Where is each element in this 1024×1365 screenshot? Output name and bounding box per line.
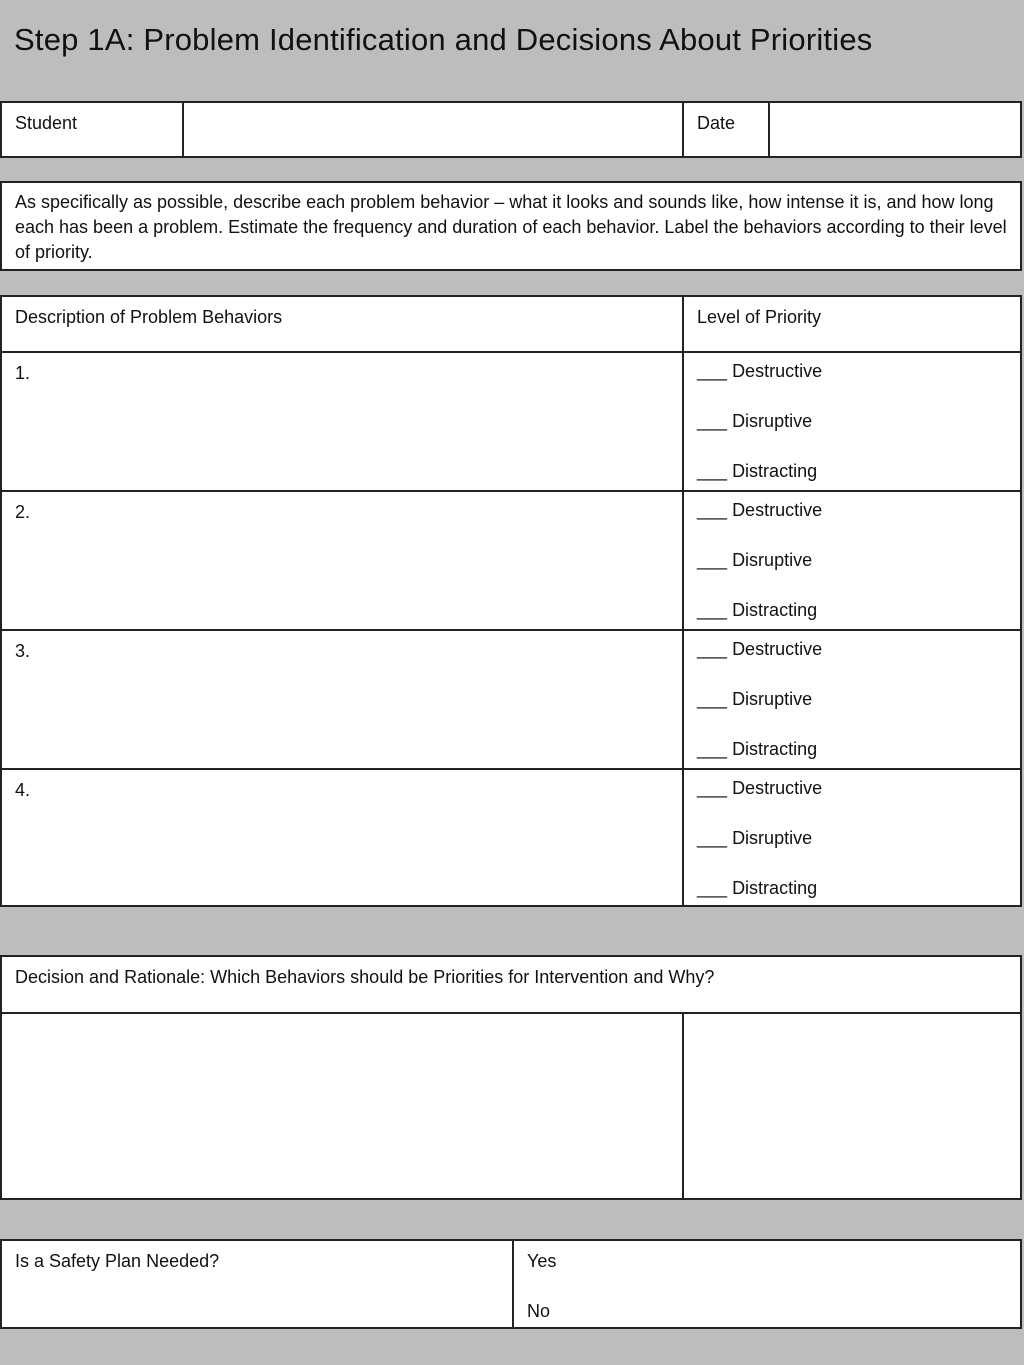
student-label: Student	[15, 113, 78, 133]
page-title: Step 1A: Problem Identification and Decisions About Priorities	[14, 22, 873, 57]
instructions-box	[0, 181, 1022, 271]
priority-column-header: Level of Priority	[697, 307, 822, 327]
date-label: Date	[697, 113, 736, 133]
behavior-row-1-description[interactable]	[2, 353, 682, 490]
priority-option-distracting[interactable]: ___ Distracting	[697, 600, 818, 620]
behavior-row-4-priority	[684, 770, 1020, 905]
behavior-row-2-description[interactable]	[2, 492, 682, 629]
priority-option-distracting[interactable]: ___ Distracting	[697, 878, 818, 898]
safety-plan-box	[0, 1239, 1022, 1329]
behavior-row-3-priority	[684, 631, 1020, 768]
priority-option-disruptive[interactable]: ___ Disruptive	[697, 828, 813, 848]
priority-option-disruptive[interactable]: ___ Disruptive	[697, 689, 813, 709]
instructions-text: As specifically as possible, describe each problem behavior – what it looks and sounds like, how intense it is, and how long each has been a problem. Estimate the frequency and duration of each behavior. Label the behaviors according to their level of priority.	[15, 192, 1007, 262]
behavior-row-1-priority	[684, 353, 1020, 490]
behaviors-table	[0, 295, 1022, 907]
priority-option-distracting[interactable]: ___ Distracting	[697, 739, 818, 759]
date-field[interactable]	[770, 103, 1020, 156]
behavior-row-4-description[interactable]	[2, 770, 682, 905]
priority-option-destructive[interactable]: ___ Destructive	[697, 500, 823, 520]
safety-plan-question: Is a Safety Plan Needed?	[15, 1251, 220, 1271]
priority-option-distracting[interactable]: ___ Distracting	[697, 461, 818, 481]
safety-plan-options	[514, 1241, 1020, 1327]
decision-rationale-field[interactable]	[684, 1014, 1020, 1198]
decision-box	[0, 955, 1022, 1200]
priority-option-destructive[interactable]: ___ Destructive	[697, 639, 823, 659]
priority-option-destructive[interactable]: ___ Destructive	[697, 778, 823, 798]
row-number: 4.	[15, 780, 31, 800]
safety-option-yes[interactable]: Yes	[527, 1251, 557, 1271]
behavior-row-3-description[interactable]	[2, 631, 682, 768]
safety-option-no[interactable]: No	[527, 1301, 551, 1321]
priority-option-disruptive[interactable]: ___ Disruptive	[697, 411, 813, 431]
row-number: 1.	[15, 363, 31, 383]
decision-heading: Decision and Rationale: Which Behaviors should be Priorities for Intervention and Why?	[15, 967, 715, 987]
student-field[interactable]	[184, 103, 682, 156]
row-number: 2.	[15, 502, 31, 522]
description-column-header: Description of Problem Behaviors	[15, 307, 283, 327]
behavior-row-2-priority	[684, 492, 1020, 629]
priority-option-destructive[interactable]: ___ Destructive	[697, 361, 823, 381]
decision-behaviors-field[interactable]	[2, 1014, 682, 1198]
priority-option-disruptive[interactable]: ___ Disruptive	[697, 550, 813, 570]
student-date-row	[0, 101, 1022, 158]
row-number: 3.	[15, 641, 31, 661]
